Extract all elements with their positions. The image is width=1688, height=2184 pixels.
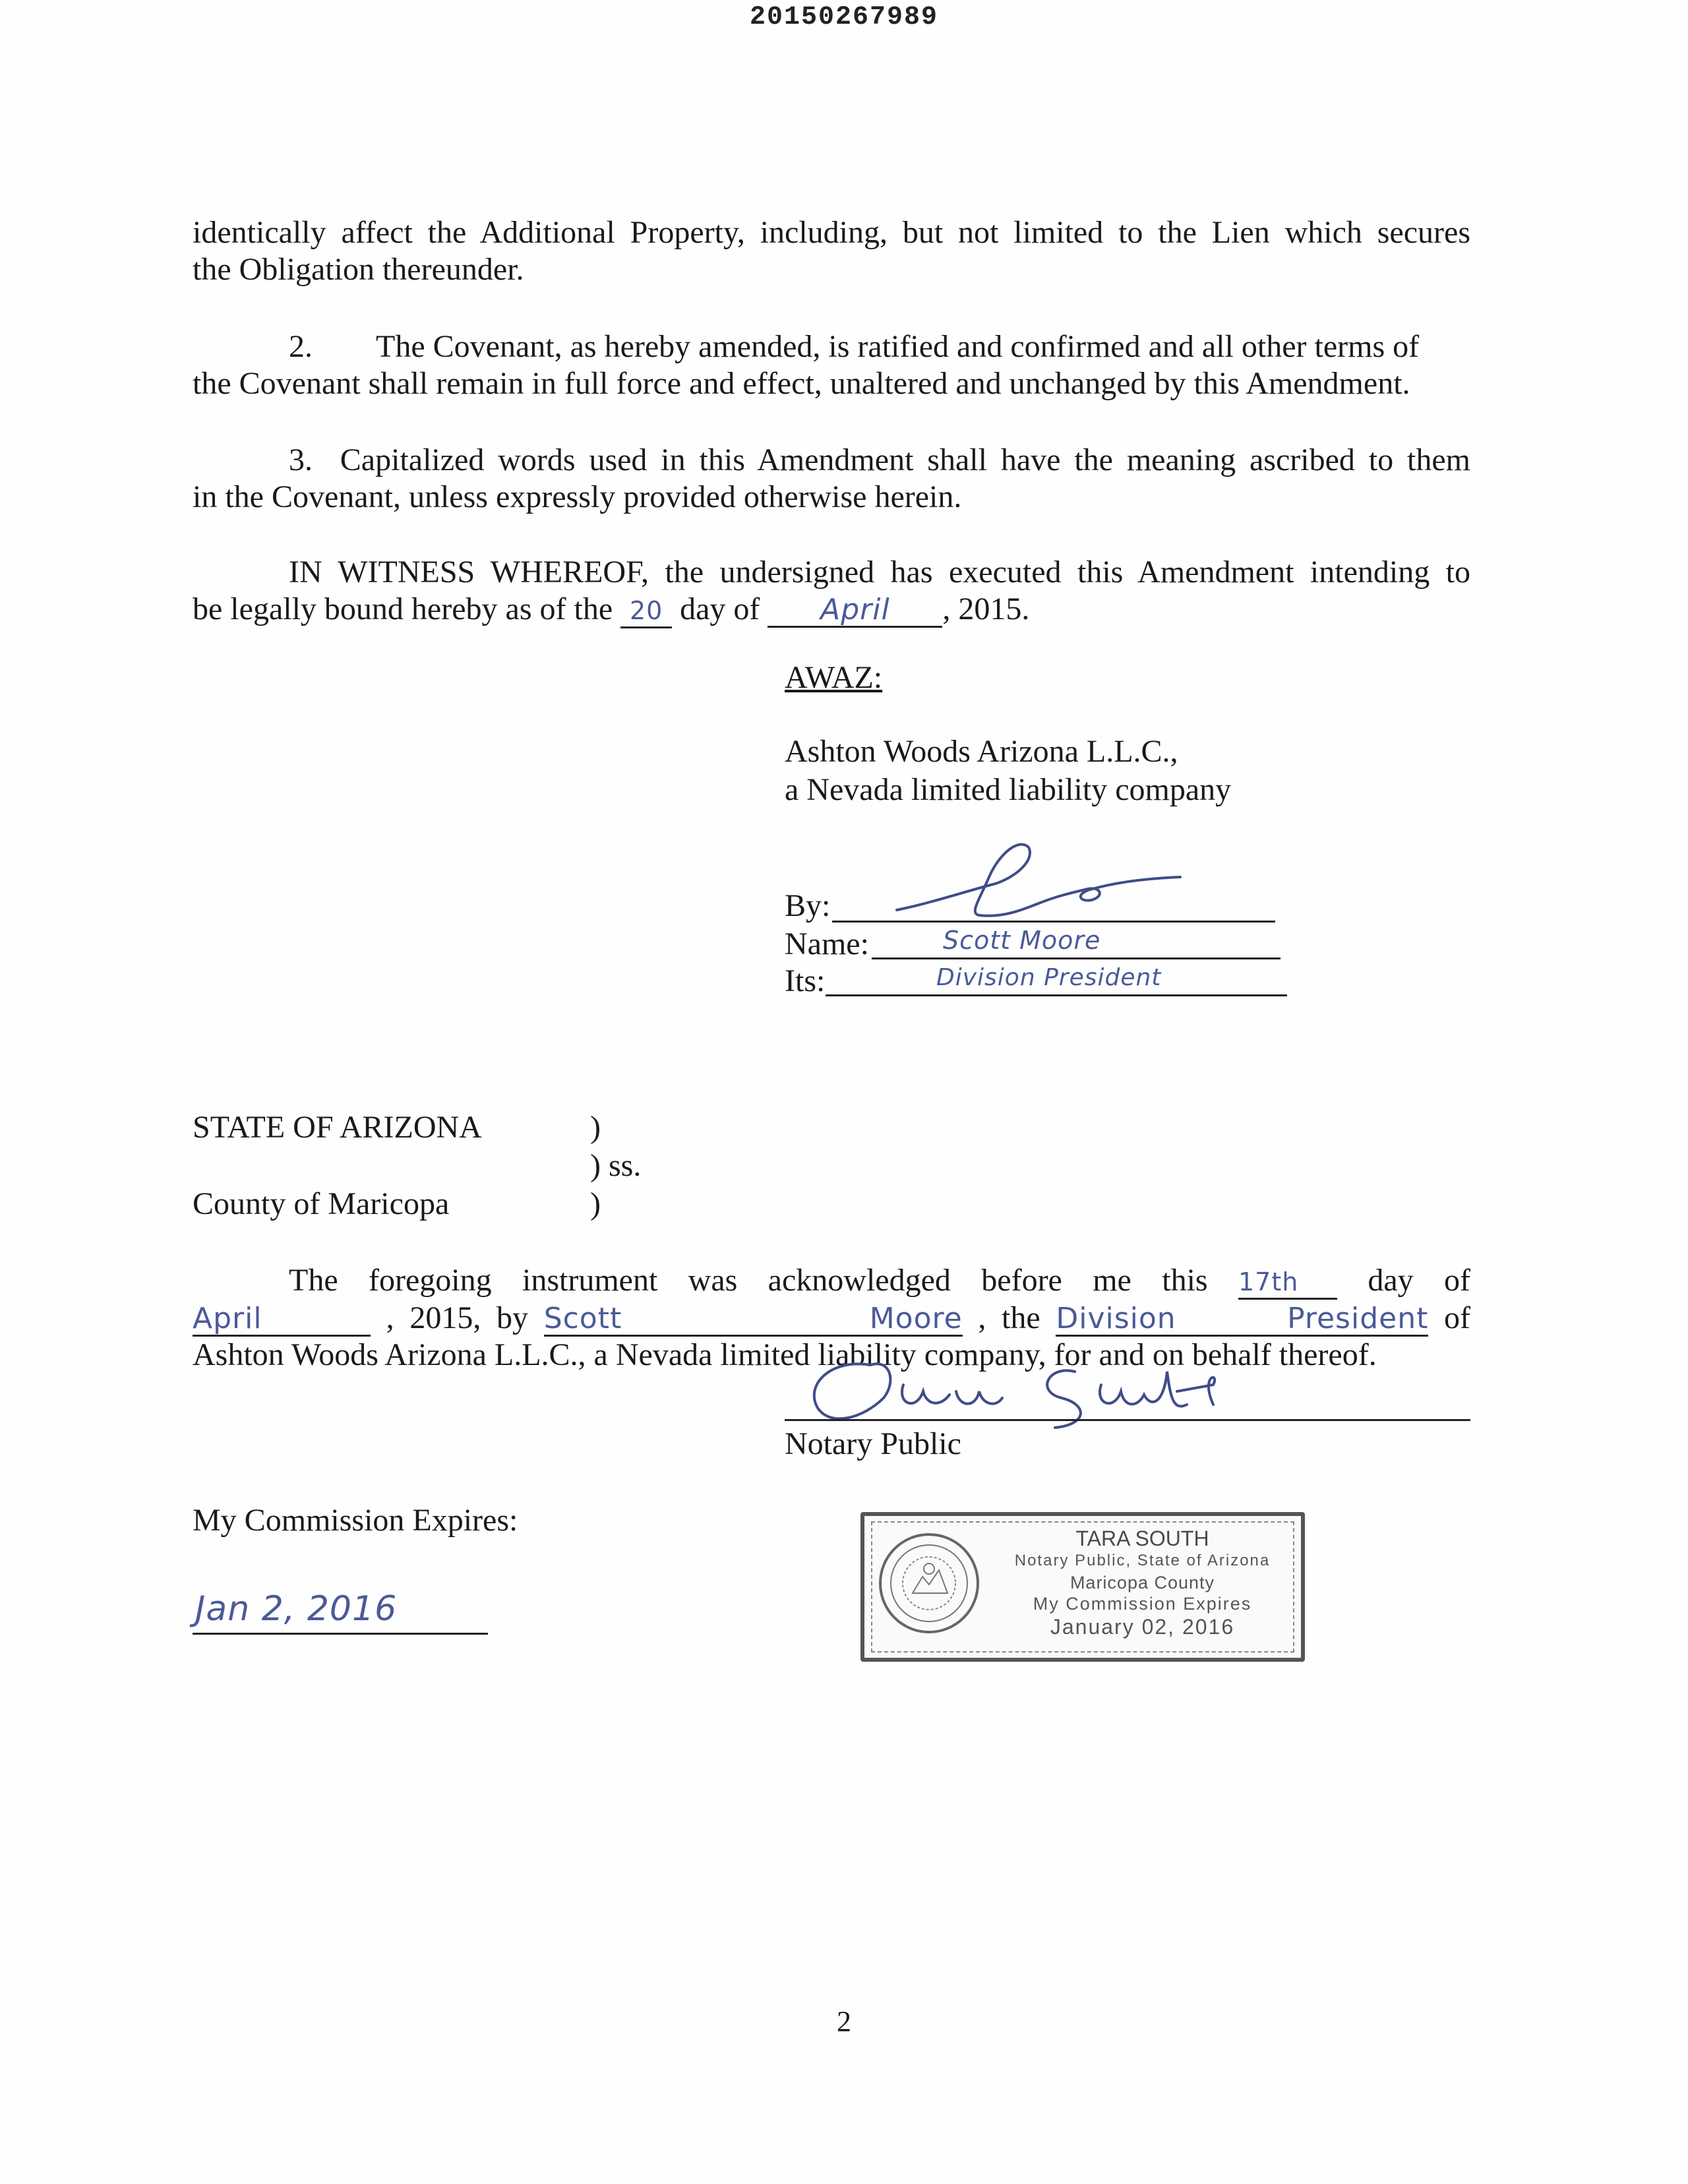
ack-text: The foregoing instrument was acknowledged before me this — [289, 1263, 1208, 1298]
ack-day-word: day — [1368, 1263, 1414, 1298]
paragraph-intro-line-2: the Obligation thereunder. — [193, 252, 524, 287]
witness-day-field: 20 — [620, 595, 672, 628]
stamp-commission-label: My Commission Expires — [1033, 1594, 1252, 1614]
notary-signature-line — [785, 1419, 1470, 1421]
name-label: Name: — [785, 926, 869, 961]
page-number: 2 — [837, 2005, 851, 2038]
name-line — [872, 957, 1281, 959]
by-label: By: — [785, 888, 831, 923]
paragraph-intro — [193, 214, 1470, 288]
venue-county: County of Maricopa — [193, 1186, 450, 1221]
its-label: Its: — [785, 963, 826, 998]
paragraph-3-line-1: 3. Capitalized words used in this Amendment shall have the meaning ascribed to them — [289, 442, 1470, 477]
ack-month-field: April — [193, 1303, 371, 1337]
ack-year-by: , 2015, by — [386, 1300, 529, 1335]
notary-public-label: Notary Public — [785, 1426, 961, 1461]
stamp-title: Notary Public, State of Arizona — [1014, 1552, 1271, 1569]
witness-paragraph — [193, 554, 1470, 628]
its-handwritten: Division President — [936, 964, 1162, 991]
venue-paren-3: ) — [590, 1186, 601, 1221]
ack-signer-field: Scott Moore — [543, 1302, 963, 1335]
stamp-expiry-date: January 02, 2016 — [1050, 1615, 1235, 1639]
commission-date-handwritten: Jan 2, 2016 — [195, 1589, 398, 1629]
ack-line-2 — [193, 1300, 1470, 1337]
name-handwritten: Scott Moore — [943, 926, 1101, 955]
ack-line-1 — [193, 1262, 1470, 1300]
venue-paren-1: ) — [590, 1110, 601, 1145]
stamp-county: Maricopa County — [1070, 1573, 1215, 1592]
ack-line-3: Ashton Woods Arizona L.L.C., a Nevada limited liability company, for and on behalf thereof. — [193, 1337, 1377, 1372]
venue-state: STATE OF ARIZONA — [193, 1110, 482, 1145]
commission-date-line — [193, 1633, 488, 1635]
venue-ss: ) ss. — [590, 1148, 642, 1183]
company-name: Ashton Woods Arizona L.L.C., — [785, 734, 1178, 769]
paragraph-2-line-2: the Covenant shall remain in full force and effect, unaltered and unchanged by this Amendment. — [193, 366, 1410, 401]
party-label: AWAZ: — [785, 660, 883, 695]
arizona-seal-icon — [876, 1531, 982, 1636]
witness-line-1: IN WITNESS WHEREOF, the undersigned has executed this Amendment intending to — [289, 555, 1470, 590]
witness-line-2 — [193, 591, 1470, 628]
ack-title-field: Division President — [1056, 1302, 1429, 1335]
notary-stamp — [860, 1512, 1305, 1662]
paragraph-3-line-2: in the Covenant, unless expressly provided otherwise herein. — [193, 479, 962, 514]
commission-label: My Commission Expires: — [193, 1503, 518, 1538]
stamp-name: TARA SOUTH — [1075, 1527, 1209, 1550]
paragraph-intro-line-1: identically affect the Additional Property, including, but not limited to the Lien which secures — [193, 215, 1470, 250]
ack-the-word: , the — [978, 1300, 1040, 1335]
witness-year: , 2015. — [942, 592, 1030, 626]
its-line — [826, 994, 1287, 996]
paragraph-3 — [193, 442, 1470, 516]
signature-tara-south — [791, 1345, 1253, 1438]
record-number: 20150267989 — [749, 3, 939, 32]
ack-day-field: 17th — [1238, 1266, 1337, 1300]
company-description: a Nevada limited liability company — [785, 772, 1232, 807]
witness-day-of: day of — [680, 592, 760, 626]
paragraph-2-line-1: 2. The Covenant, as hereby amended, is ratified and confirmed and all other terms of — [289, 329, 1420, 364]
paragraph-2 — [193, 328, 1470, 402]
witness-prefix: be legally bound hereby as of the — [193, 592, 613, 626]
ack-of-word-2: of — [1444, 1300, 1470, 1335]
witness-month-field: April — [768, 594, 942, 628]
signature-scott-moore — [870, 837, 1187, 930]
ack-of-word: of — [1444, 1263, 1471, 1298]
